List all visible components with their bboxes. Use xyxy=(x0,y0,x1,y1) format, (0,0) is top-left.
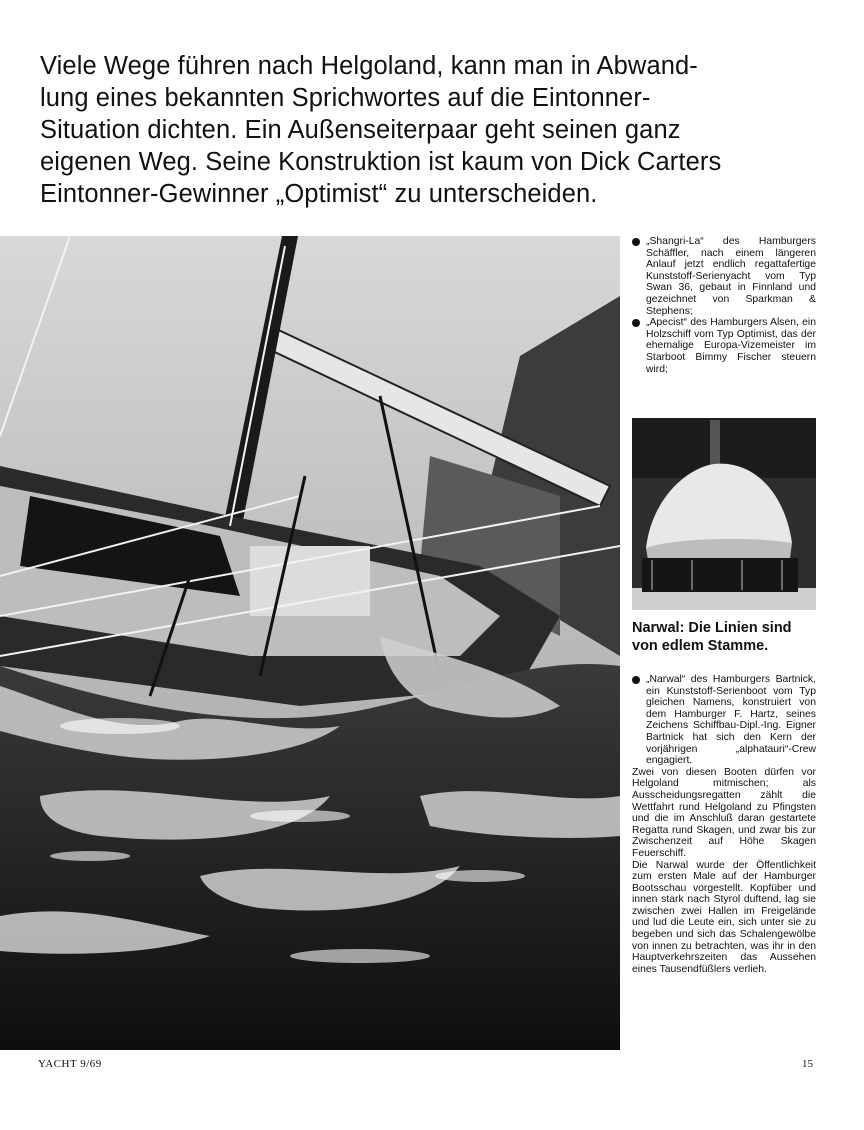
list-item xyxy=(632,236,816,317)
headline-line: Situation dichten. Ein Außenseiterpaar geht seinen ganz xyxy=(40,116,681,144)
magazine-issue: YACHT 9/69 xyxy=(38,1058,102,1070)
right-column-top xyxy=(632,236,816,375)
bullet-icon xyxy=(632,676,640,684)
narwal-hull-photo xyxy=(632,418,816,610)
headline-line: eigenen Weg. Seine Konstruktion ist kaum von Dick Carters xyxy=(40,148,722,176)
bullet-icon xyxy=(632,238,640,246)
bullet-text: „Apecist“ des Hamburgers Alsen, ein Holzschiff vom Typ Optimist, das der ehemalige Europa-Vizemeister im Starboot Bimmy Fischer steuern wird; xyxy=(646,317,816,375)
page-number: 15 xyxy=(802,1058,813,1070)
headline-line: Viele Wege führen nach Helgoland, kann man in Abwand- xyxy=(40,52,698,80)
list-item xyxy=(632,317,816,375)
sailing-yacht-photo xyxy=(0,236,620,1050)
headline-line: Eintonner-Gewinner „Optimist“ zu unterscheiden. xyxy=(40,180,598,208)
list-item xyxy=(632,674,816,767)
caption-line: Narwal: Die Linien sind xyxy=(632,620,792,636)
caption-line: von edlem Stamme. xyxy=(632,638,769,654)
bullet-text: „Narwal“ des Hamburgers Bartnick, ein Kunststoff-Serienboot vom Typ gleichen Namens, konstruiert von dem Hamburger F. Hartz, seines Zeichens Schiffbau-Dipl.-Ing. Eigner Bartnick hat sich den Kern der vorjährigen „alphatauri“-Crew engagiert. xyxy=(646,674,816,767)
headline-line: lung eines bekannten Sprichwortes auf die Eintonner- xyxy=(40,84,651,112)
body-paragraph: Die Narwal wurde der Öffentlichkeit zum ersten Male auf der Hamburger Bootsschau vorgestellt. Kopfüber und innen stark nach Styrol duftend, lag sie zwischen zwei Hallen im Freigelände und lud die Leute ein, sich unter sie zu begeben und sich das Schalengewölbe von innen zu betrachten, was ihr in den Hauptverkehrszeiten das Aussehen eines Tausendfüßlers verlieh. xyxy=(632,859,816,975)
photo-caption xyxy=(632,619,832,655)
right-column-bottom xyxy=(632,674,816,975)
headline xyxy=(40,50,830,210)
bullet-text: „Shangri-La“ des Hamburgers Schäffler, nach einem längeren Anlauf jetzt endlich regattafertige Kunststoff-Serienyacht vom Typ Swan 36, gebaut in Finnland und gezeichnet von Sparkman & Stephens; xyxy=(646,236,816,317)
bullet-icon xyxy=(632,319,640,327)
body-paragraph: Zwei von diesen Booten dürfen vor Helgoland mitmischen; als Ausscheidungsregatten zählt die Wettfahrt rund Helgoland zu Pfingsten und die im Anschluß daran gestartete Regatta rund Skagen, und zwar bis zur Zwischenzeit auf Höhe Skagen Feuerschiff. xyxy=(632,766,816,859)
